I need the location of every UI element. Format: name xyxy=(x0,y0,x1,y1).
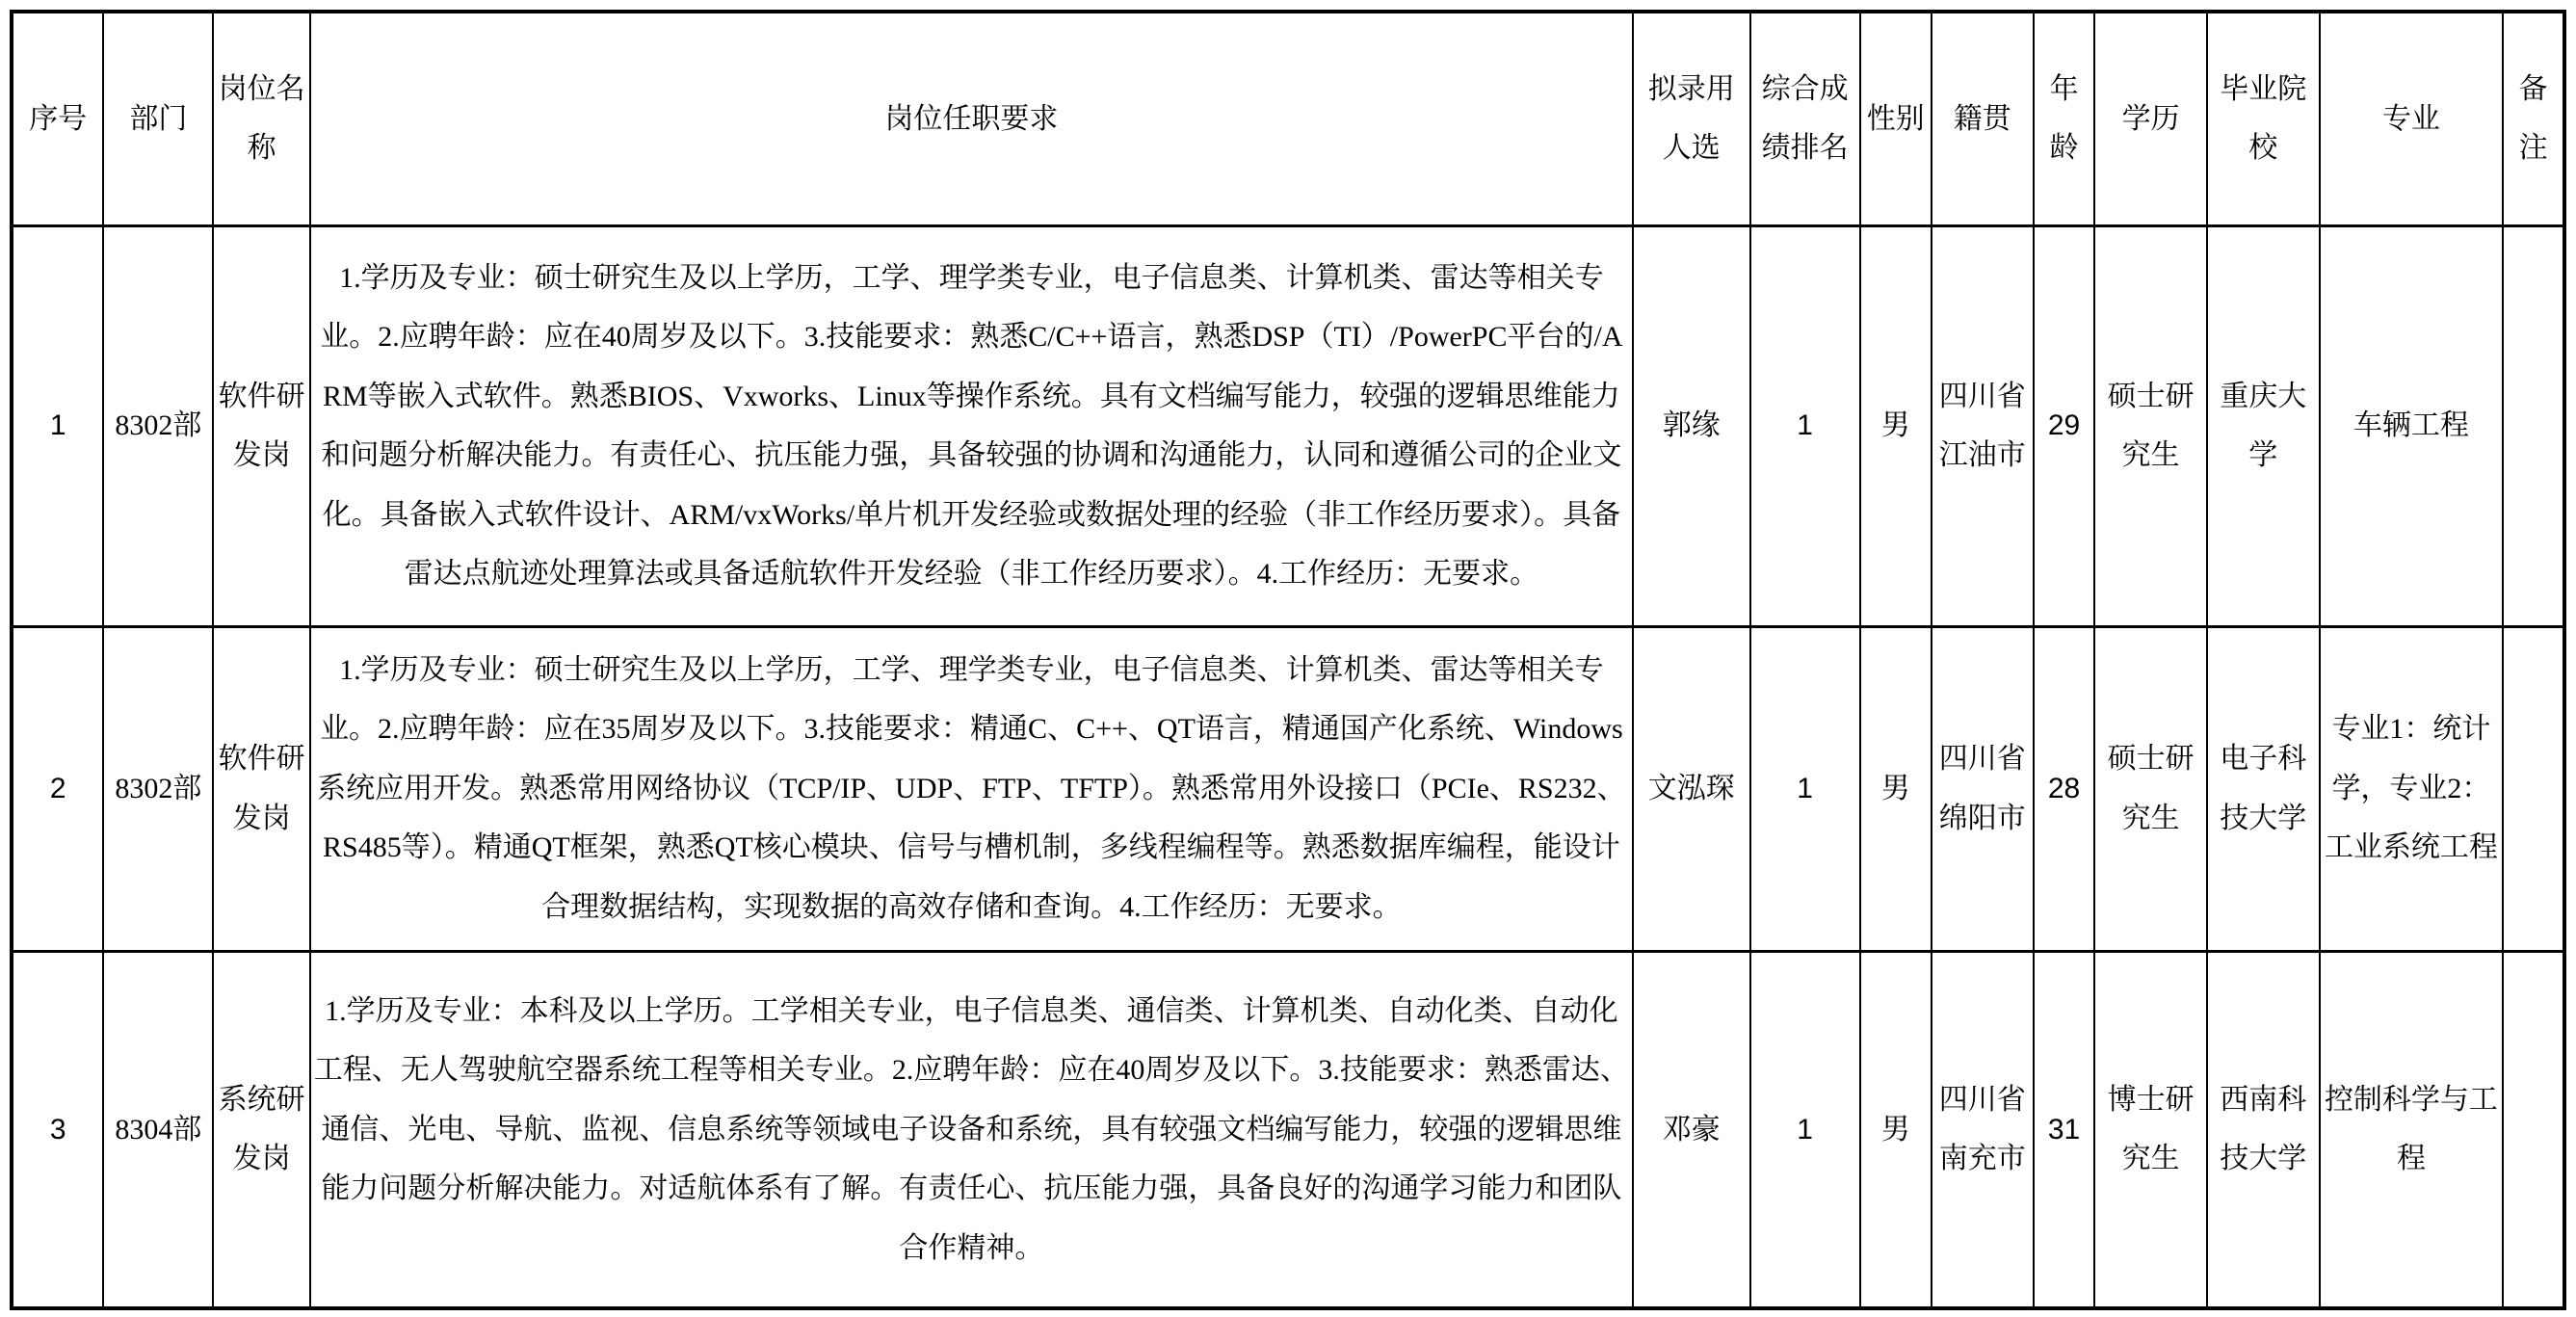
cell-education: 硕士研究生 xyxy=(2094,626,2207,951)
cell-remark xyxy=(2503,626,2564,951)
cell-school: 西南科技大学 xyxy=(2207,951,2320,1308)
cell-position: 软件研发岗 xyxy=(213,225,310,626)
cell-school: 重庆大学 xyxy=(2207,225,2320,626)
cell-remark xyxy=(2503,225,2564,626)
cell-school: 电子科技大学 xyxy=(2207,626,2320,951)
cell-position: 软件研发岗 xyxy=(213,626,310,951)
cell-candidate: 邓豪 xyxy=(1633,951,1750,1308)
cell-position: 系统研发岗 xyxy=(213,951,310,1308)
recruitment-table-document xyxy=(10,10,2566,1310)
cell-major: 控制科学与工程 xyxy=(2320,951,2504,1308)
header-age: 年龄 xyxy=(2034,12,2095,225)
table-row xyxy=(12,626,2564,951)
cell-seq: 2 xyxy=(12,626,103,951)
cell-seq: 3 xyxy=(12,951,103,1308)
header-hometown: 籍贯 xyxy=(1932,12,2034,225)
cell-dept: 8302部 xyxy=(103,626,213,951)
cell-age: 29 xyxy=(2034,225,2095,626)
cell-hometown: 四川省江油市 xyxy=(1932,225,2034,626)
cell-major: 专业1：统计学，专业2：工业系统工程 xyxy=(2320,626,2504,951)
header-seq: 序号 xyxy=(12,12,103,225)
cell-candidate: 文泓琛 xyxy=(1633,626,1750,951)
recruitment-table xyxy=(10,10,2566,1310)
cell-rank: 1 xyxy=(1750,225,1860,626)
cell-age: 31 xyxy=(2034,951,2095,1308)
table-row xyxy=(12,225,2564,626)
cell-education: 硕士研究生 xyxy=(2094,225,2207,626)
cell-hometown: 四川省南充市 xyxy=(1932,951,2034,1308)
cell-rank: 1 xyxy=(1750,626,1860,951)
cell-candidate: 郭缘 xyxy=(1633,225,1750,626)
cell-gender: 男 xyxy=(1860,951,1932,1308)
cell-rank: 1 xyxy=(1750,951,1860,1308)
header-requirements: 岗位任职要求 xyxy=(310,12,1633,225)
cell-dept: 8302部 xyxy=(103,225,213,626)
header-gender: 性别 xyxy=(1860,12,1932,225)
header-candidate: 拟录用人选 xyxy=(1633,12,1750,225)
cell-remark xyxy=(2503,951,2564,1308)
table-header-row xyxy=(12,12,2564,225)
cell-gender: 男 xyxy=(1860,225,1932,626)
cell-dept: 8304部 xyxy=(103,951,213,1308)
cell-major: 车辆工程 xyxy=(2320,225,2504,626)
cell-requirements: 1.学历及专业：硕士研究生及以上学历，工学、理学类专业，电子信息类、计算机类、雷达等相关专业。2.应聘年龄：应在35周岁及以下。3.技能要求：精通C、C++、QT语言，精通国产化系统、Windows系统应用开发。熟悉常用网络协议（TCP/IP、UDP、FTP、TFTP）。熟悉常用外设接口（PCIe、RS232、RS485等）。精通QT框架，熟悉QT核心模块、信号与槽机制，多线程编程等。熟悉数据库编程，能设计合理数据结构，实现数据的高效存储和查询。4.工作经历：无要求。 xyxy=(310,626,1633,951)
header-rank: 综合成绩排名 xyxy=(1750,12,1860,225)
cell-gender: 男 xyxy=(1860,626,1932,951)
header-dept: 部门 xyxy=(103,12,213,225)
header-position: 岗位名称 xyxy=(213,12,310,225)
header-remark: 备注 xyxy=(2503,12,2564,225)
header-school: 毕业院校 xyxy=(2207,12,2320,225)
cell-seq: 1 xyxy=(12,225,103,626)
header-major: 专业 xyxy=(2320,12,2504,225)
cell-age: 28 xyxy=(2034,626,2095,951)
cell-requirements: 1.学历及专业：本科及以上学历。工学相关专业，电子信息类、通信类、计算机类、自动化类、自动化工程、无人驾驶航空器系统工程等相关专业。2.应聘年龄：应在40周岁及以下。3.技能要求：熟悉雷达、通信、光电、导航、监视、信息系统等领域电子设备和系统，具有较强文档编写能力，较强的逻辑思维能力问题分析解决能力。对适航体系有了解。有责任心、抗压能力强，具备良好的沟通学习能力和团队合作精神。 xyxy=(310,951,1633,1308)
cell-education: 博士研究生 xyxy=(2094,951,2207,1308)
cell-requirements: 1.学历及专业：硕士研究生及以上学历，工学、理学类专业，电子信息类、计算机类、雷达等相关专业。2.应聘年龄：应在40周岁及以下。3.技能要求：熟悉C/C++语言，熟悉DSP（TI）/PowerPC平台的/ARM等嵌入式软件。熟悉BIOS、Vxworks、Linux等操作系统。具有文档编写能力，较强的逻辑思维能力和问题分析解决能力。有责任心、抗压能力强，具备较强的协调和沟通能力，认同和遵循公司的企业文化。具备嵌入式软件设计、ARM/vxWorks/单片机开发经验或数据处理的经验（非工作经历要求）。具备雷达点航迹处理算法或具备适航软件开发经验（非工作经历要求）。4.工作经历：无要求。 xyxy=(310,225,1633,626)
table-row xyxy=(12,951,2564,1308)
cell-hometown: 四川省绵阳市 xyxy=(1932,626,2034,951)
header-education: 学历 xyxy=(2094,12,2207,225)
